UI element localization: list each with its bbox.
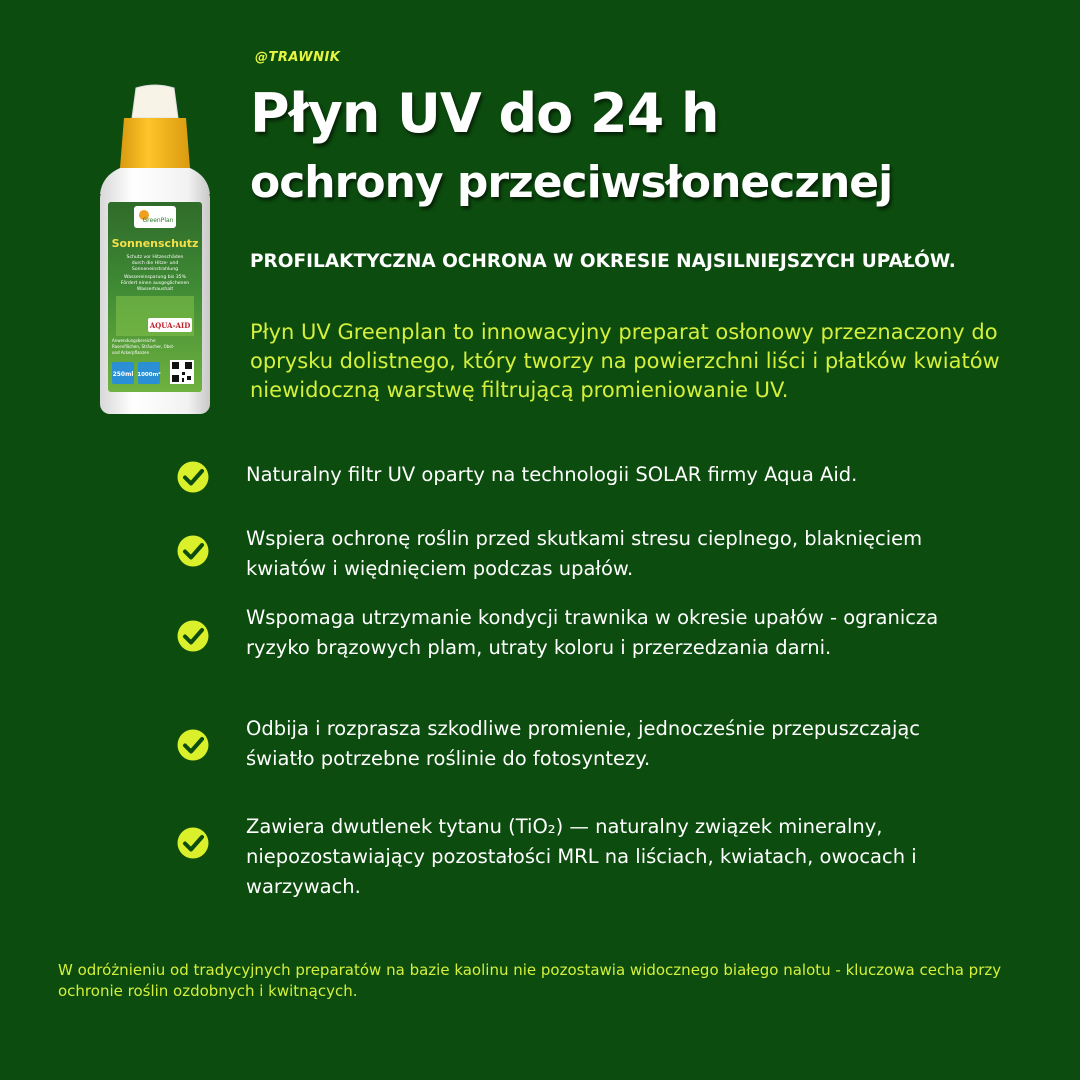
brand-logo xyxy=(255,50,340,65)
feature-text: Odbija i rozprasza szkodliwe promienie, jednocześnie przepuszczając światło potrzebne roślinie do fotosyntezy. xyxy=(246,717,921,770)
check-icon xyxy=(176,534,210,568)
check-icon xyxy=(176,460,210,494)
bottle-usage-1: Anwendungsbereiche: xyxy=(112,338,157,343)
bottle-brand: GreenPlan xyxy=(142,217,174,224)
intro-paragraph: Płyn UV Greenplan to innowacyjny preparat osłonowy przeznaczony do oprysku dolistnego, który tworzy na powierzchni liści i płatków kwiatów niewidoczną warstwę filtrującą promieniowanie UV. xyxy=(250,320,1000,402)
feature-text: Wspomaga utrzymanie kondycji trawnika w okresie upałów - ogranicza ryzyko brązowych plam, utraty koloru i przerzedzania darni. xyxy=(246,606,939,659)
bottle-line-1: Schutz vor Hitzeschäden xyxy=(126,255,184,260)
footnote: W odróżnieniu od tradycyjnych preparatów na bazie kaolinu nie pozostawia widocznego białego nalotu - kluczowa cecha przy ochronie roślin ozdobnych i kwitnących. xyxy=(58,961,1002,1000)
subtitle: PROFILAKTYCZNA OCHRONA W OKRESIE NAJSILNIEJSZYCH UPAŁÓW. xyxy=(250,251,956,272)
bottle-line-4: Wassereinsparung bis 35% xyxy=(124,275,186,280)
product-bottle-image xyxy=(96,84,214,418)
check-icon xyxy=(176,619,210,653)
logo-text: TRAWNIK xyxy=(268,50,341,65)
logo-mark: @ xyxy=(255,50,269,65)
feature-text: Zawiera dwutlenek tytanu (TiO₂) — naturalny związek mineralny, niepozostawiający pozostałości MRL na liściach, kwiatach, owocach i warzywach. xyxy=(246,815,917,898)
bottle-badge: AQUA-AID xyxy=(149,321,191,330)
bottle-line-5: Fördert einen ausgeglichenen xyxy=(120,281,190,286)
bottle-volume-1: 250ml xyxy=(112,371,134,378)
bottle-usage-2: Rasenflächen, Sträucher, Obst- xyxy=(112,344,175,349)
bottle-product-name: Sonnenschutz xyxy=(111,237,199,250)
bottle-volume-2: 1000m² xyxy=(137,372,161,378)
bottle-line-2: durch die Hitze- und xyxy=(131,261,179,266)
feature-text: Naturalny filtr UV oparty na technologii SOLAR firmy Aqua Aid. xyxy=(246,463,858,486)
page-title: Płyn UV do 24 h xyxy=(250,82,719,145)
check-icon xyxy=(176,728,210,762)
check-icon xyxy=(176,826,210,860)
page-title-line-2: ochrony przeciwsłonecznej xyxy=(250,157,893,208)
bottle-line-6: Wasserhaushalt xyxy=(136,287,174,292)
qr-code-icon xyxy=(170,360,194,384)
bottle-usage-3: und Ackerpflanzen xyxy=(112,350,150,355)
feature-text: Wspiera ochronę roślin przed skutkami stresu cieplnego, blaknięciem kwiatów i więdnięciem podczas upałów. xyxy=(246,527,923,580)
bottle-line-3: Sonneneinstrahlung xyxy=(131,267,179,272)
